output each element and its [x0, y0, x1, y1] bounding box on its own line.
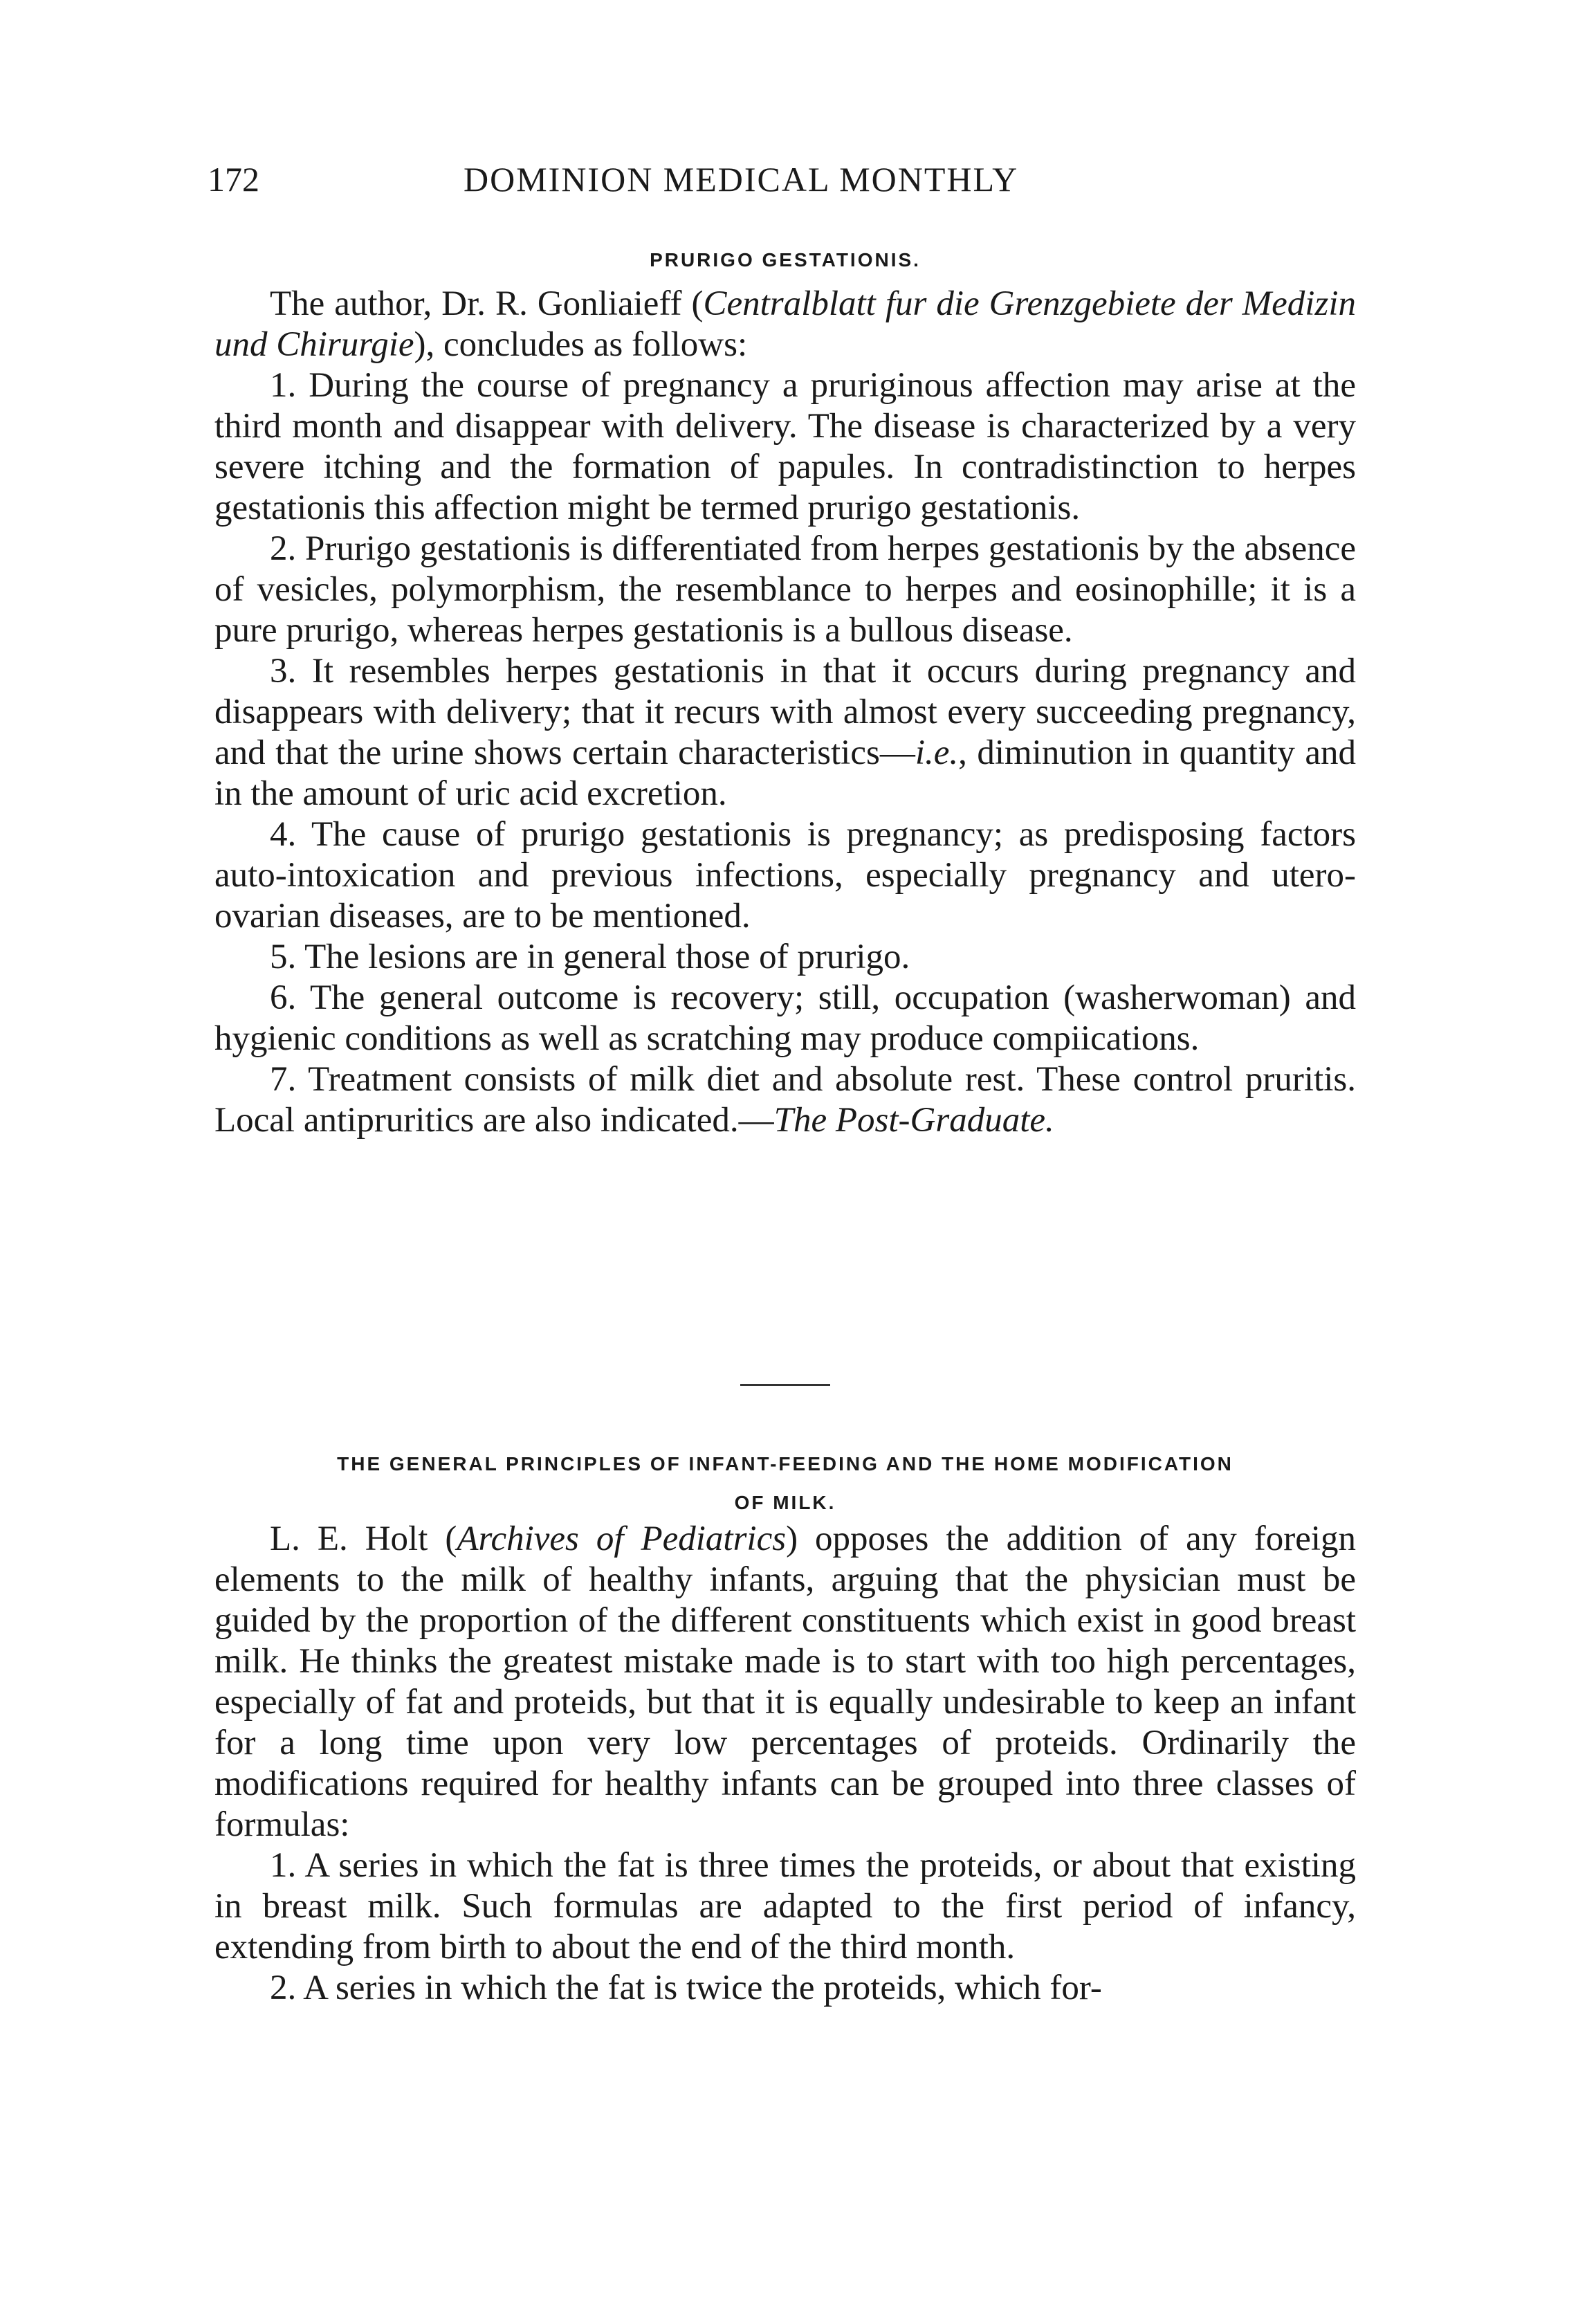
- page-header: [208, 159, 1363, 215]
- list-item: 2. A series in which the fat is twice the proteids, which for-: [270, 1969, 1102, 2007]
- section-body-infant-feeding: [214, 1519, 1356, 2009]
- source-citation: The Post-Graduate.: [773, 1101, 1054, 1140]
- page-number: 172: [208, 160, 259, 199]
- title-line: THE GENERAL PRINCIPLES OF INFANT-FEEDING AND THE HOME MODIFICATION: [337, 1453, 1233, 1475]
- intro-paragraph: [214, 284, 1356, 365]
- section-title-infant-feeding: [208, 1445, 1363, 1522]
- item-text: 3. It resembles herpes gestationis in that it occurs during pregnancy and disappears with delivery; that it recurs with almost every succeeding pregnancy, and that the urine shows certain characteristics—: [214, 652, 1356, 772]
- section-body-prurigo: [214, 284, 1356, 1141]
- title-line: OF MILK.: [734, 1492, 836, 1513]
- running-head: DOMINION MEDICAL MONTHLY: [464, 160, 1019, 199]
- section-title-prurigo: PRURIGO GESTATIONIS.: [650, 249, 921, 271]
- abbreviation: i.e.: [915, 733, 959, 772]
- intro-text: L. E. Holt (: [270, 1520, 457, 1558]
- list-item: 1. A series in which the fat is three times the proteids, or about that existing in breast milk. Such formulas are adapted to the first period of infancy, extending from birth to about the end of the third month.: [214, 1846, 1356, 1966]
- list-item: [214, 1059, 1356, 1141]
- intro-paragraph: [214, 1519, 1356, 1845]
- intro-text: ), concludes as follows:: [414, 325, 748, 364]
- journal-title: Archives of Pediatrics: [457, 1520, 787, 1558]
- intro-text: The author, Dr. R. Gonliaieff (: [270, 284, 704, 323]
- list-item: 1. During the course of pregnancy a pruriginous affection may arise at the third month and disappear with delivery. The disease is characterized by a very severe itching and the formation of papules. In contradistinction to herpes gestationis this affection might be termed prurigo gestationis.: [214, 366, 1356, 527]
- list-item: 5. The lesions are in general those of prurigo.: [270, 938, 910, 976]
- list-item: 6. The general outcome is recovery; still, occupation (washerwoman) and hygienic conditions as well as scratching may produce compiications.: [214, 978, 1356, 1058]
- intro-text: ) opposes the addition of any foreign elements to the milk of healthy infants, arguing that the physician must be guided by the proportion of the different constituents which exist in good breast milk. He thinks the greatest mistake made is to start with too high percentages, especially of fat and proteids, but that it is equally undesirable to keep an infant for a long time upon very low percentages of proteids. Ordinarily the modifications required for healthy infants can be grouped into three classes of formulas:: [214, 1520, 1356, 1844]
- item-text: 7. Treatment consists of milk diet and absolute rest. These control pruritis. Local antipruritics are also indicated.—: [214, 1060, 1356, 1140]
- list-item: 2. Prurigo gestationis is differentiated from herpes gestationis by the absence of vesicles, polymorphism, the resemblance to herpes and eosinophille; it is a pure prurigo, whereas herpes gestationis is a bullous disease.: [214, 529, 1356, 650]
- list-item: 4. The cause of prurigo gestationis is pregnancy; as predisposing factors auto-intoxication and previous infections, especially pregnancy and utero-ovarian diseases, are to be mentioned.: [214, 815, 1356, 936]
- list-item: [214, 651, 1356, 814]
- journal-title: Centralblatt fur die Grenzgebiete der Medizin und Chirurgie: [214, 284, 1356, 364]
- section-divider: [740, 1384, 830, 1386]
- item-text: , diminution in quantity and in the amount of uric acid excretion.: [214, 733, 1356, 813]
